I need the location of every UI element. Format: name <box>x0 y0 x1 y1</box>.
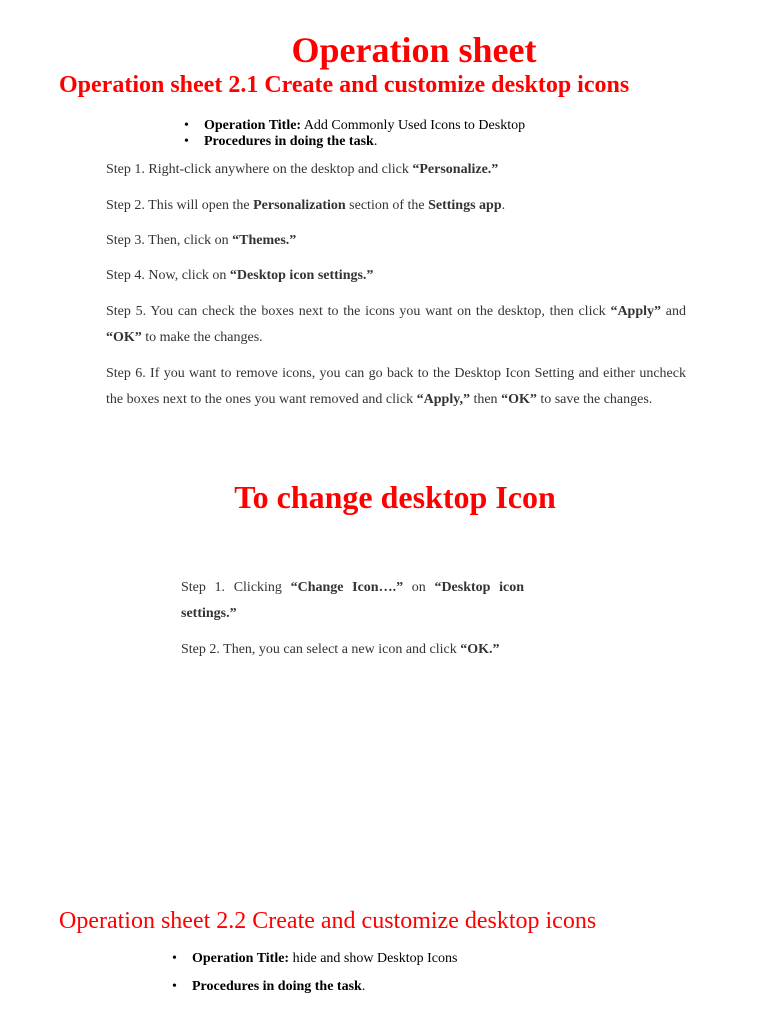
step-3 <box>106 228 686 254</box>
bullet-text: Add Commonly Used Icons to Desktop <box>301 118 526 133</box>
step-text: to make the changes. <box>141 330 263 345</box>
step-text: Step 5. You can check the boxes next to the icons you want on the desktop, then click <box>106 304 611 319</box>
step-text: Step 2. This will open the <box>106 198 254 213</box>
step-bold: “Apply,” <box>416 392 470 407</box>
step-bold: Settings app <box>428 198 502 213</box>
step-bold: “OK.” <box>460 642 500 657</box>
step-text: Step 4. Now, click on <box>106 268 230 283</box>
section-heading-2-1: Operation sheet 2.1 Create and customize desktop icons <box>59 72 630 98</box>
change-step-1 <box>181 575 524 627</box>
step-text: Step 1. Clicking <box>181 580 291 595</box>
bullet-text: hide and show Desktop Icons <box>289 951 458 966</box>
bullet-text: . <box>361 979 366 994</box>
step-text: . <box>501 198 506 213</box>
bullet-procedures <box>184 134 525 150</box>
step-text: Step 1. Right-click anywhere on the desktop and click <box>106 162 413 177</box>
step-bold: “Desktop icon settings.” <box>229 268 374 283</box>
bullet-operation-title <box>184 118 525 134</box>
step-6 <box>106 361 686 413</box>
step-text: to save the changes. <box>536 392 653 407</box>
bullet-list-2-2 <box>172 950 457 1006</box>
step-5 <box>106 299 686 351</box>
bullet-text: . <box>373 134 378 149</box>
step-1 <box>106 157 686 183</box>
step-text: Step 2. Then, you can select a new icon and click <box>181 642 461 657</box>
step-bold: “Desktop icon settings.” <box>181 580 524 621</box>
bullet-label: Procedures in doing the task <box>192 979 362 994</box>
bullet-operation-title <box>172 950 457 968</box>
step-bold: “Themes.” <box>232 233 297 248</box>
step-text: Step 3. Then, click on <box>106 233 233 248</box>
bullet-label: Operation Title: <box>192 951 290 966</box>
step-bold: “OK” <box>501 392 537 407</box>
section-heading-change-icon: To change desktop Icon <box>234 479 556 515</box>
step-bold: “Change Icon….” <box>290 580 404 595</box>
bullet-label: Procedures in doing the task <box>204 134 374 149</box>
change-step-2 <box>181 637 661 663</box>
step-bold: Personalization <box>253 198 346 213</box>
step-text: on <box>403 580 435 595</box>
step-4 <box>106 263 686 289</box>
step-text: section of the <box>345 198 429 213</box>
step-bold: “Personalize.” <box>412 162 499 177</box>
step-text: and <box>661 304 686 319</box>
step-bold: “OK” <box>106 330 142 345</box>
step-bold: “Apply” <box>610 304 662 319</box>
bullet-label: Operation Title: <box>204 118 302 133</box>
step-2 <box>106 193 686 219</box>
bullet-list-2-1 <box>184 118 525 150</box>
step-text: Step 6. If you want to remove icons, you can go back to the Desktop Icon Setting and either uncheck the boxes next to the ones you want removed and click <box>106 366 686 407</box>
step-text: then <box>469 392 502 407</box>
bullet-procedures <box>172 978 457 996</box>
page-title: Operation sheet <box>291 30 537 70</box>
section-heading-2-2: Operation sheet 2.2 Create and customize desktop icons <box>59 908 597 934</box>
